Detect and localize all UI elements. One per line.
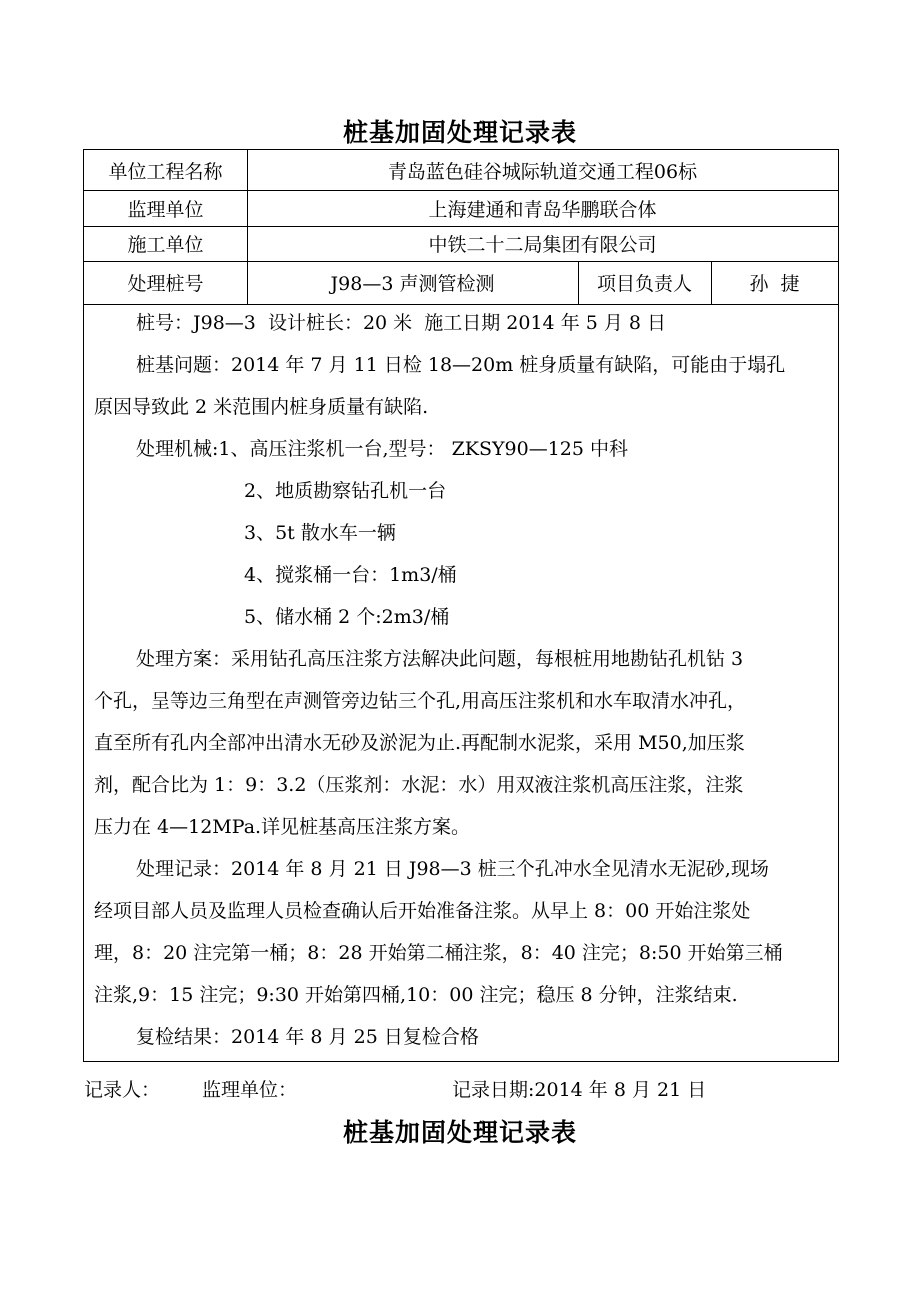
construction-value: 中铁二十二局集团有限公司 [428, 234, 657, 256]
record-line-3: 理，8：20 注完第一桶；8：28 开始第二桶注浆，8：40 注完；8:50 开始第三桶 [94, 942, 783, 964]
record-line-2: 经项目部人员及监理人员检查确认后开始准备注浆。从早上 8：00 开始注浆处 [94, 900, 751, 922]
machine-line-5: 5、储水桶 2 个:2m3/桶 [244, 606, 450, 628]
pile-value: J98—3 声测管检测 [330, 273, 495, 295]
row-divider [84, 304, 838, 305]
pile-info-line: 桩号：J98—3 设计桩长：20 米 施工日期 2014 年 5 月 8 日 [136, 312, 667, 334]
plan-line-1: 处理方案：采用钻孔高压注浆方法解决此问题，每根桩用地勘钻孔机钻 3 [136, 648, 744, 670]
record-line-4: 注浆,9：15 注完；9:30 开始第四桶,10：00 注完；稳压 8 分钟，注浆结束. [94, 984, 738, 1006]
manager-label: 项目负责人 [596, 273, 692, 295]
problem-line-1: 桩基问题：2014 年 7 月 11 日检 18—20m 桩身质量有缺陷，可能由于塌孔 [136, 354, 786, 376]
unit-project-label: 单位工程名称 [108, 160, 223, 183]
plan-line-2: 个孔，呈等边三角型在声测管旁边钻三个孔,用高压注浆机和水车取清水冲孔， [94, 690, 747, 712]
plan-line-4: 剂，配合比为 1：9：3.2（压浆剂：水泥：水）用双液注浆机高压注浆，注浆 [94, 774, 744, 796]
page-title: 桩基加固处理记录表 [342, 118, 577, 147]
machine-line-1: 处理机械:1、高压注浆机一台,型号： ZKSY90—125 中科 [136, 438, 629, 460]
construction-label: 施工单位 [127, 234, 204, 256]
record-line-1: 处理记录：2014 年 8 月 21 日 J98—3 桩三个孔冲水全见清水无泥砂,现场 [136, 858, 769, 880]
machine-line-3: 3、5t 散水车一辆 [244, 522, 396, 544]
supervision-label: 监理单位 [127, 198, 204, 221]
problem-line-2: 原因导致此 2 米范围内桩身质量有缺陷. [94, 396, 429, 418]
recorder-label: 记录人： [84, 1079, 161, 1101]
supervision-value: 上海建通和青岛华鹏联合体 [428, 198, 657, 221]
machine-line-2: 2、地质勘察钻孔机一台 [244, 480, 447, 502]
record-date: 记录日期:2014 年 8 月 21 日 [452, 1079, 707, 1101]
pile-label: 处理桩号 [127, 273, 204, 295]
plan-line-3: 直至所有孔内全部冲出清水无砂及淤泥为止.再配制水泥浆，采用 M50,加压浆 [94, 732, 745, 754]
machine-line-4: 4、搅浆桶一台：1m3/桶 [244, 564, 457, 586]
manager-value: 孙 捷 [749, 273, 800, 295]
supervisor-label: 监理单位： [202, 1079, 298, 1101]
record-form [83, 149, 839, 1062]
recheck-line: 复检结果：2014 年 8 月 25 日复检合格 [136, 1026, 479, 1048]
unit-project-value: 青岛蓝色硅谷城际轨道交通工程06标 [387, 160, 698, 183]
page-title-repeat: 桩基加固处理记录表 [342, 1118, 577, 1147]
plan-line-5: 压力在 4—12MPa.详见桩基高压注浆方案。 [94, 816, 471, 838]
